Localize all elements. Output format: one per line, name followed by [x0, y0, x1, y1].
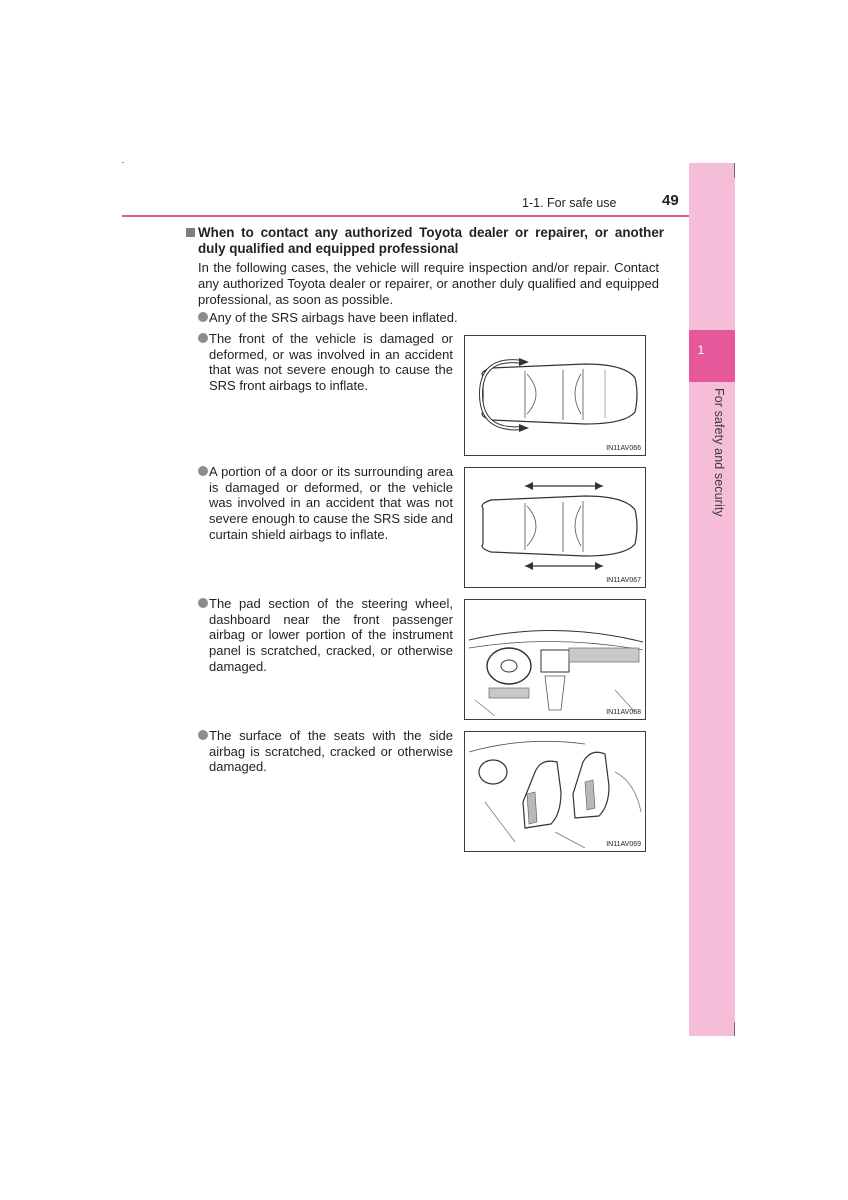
list-item-text: A portion of a door or its surrounding area is damaged or deformed, or the vehicle was involved in an accident that was not severe enough to cause the SRS side and curtain shield airbags to inflate.: [209, 464, 453, 542]
crop-dot: [122, 162, 124, 163]
seats-illustration: [465, 732, 647, 853]
chapter-title: For safety and security: [712, 388, 726, 517]
circle-bullet-icon: [198, 466, 208, 476]
car-top-view-front-illustration: [465, 336, 647, 457]
figure-caption: IN11AV066: [606, 445, 641, 452]
list-item: [198, 331, 453, 394]
seat-damage-figure: [464, 731, 646, 852]
list-item-text: The surface of the seats with the side airbag is scratched, cracked or otherwise damaged.: [209, 728, 453, 775]
circle-bullet-icon: [198, 598, 208, 608]
list-item: [198, 728, 453, 775]
car-top-view-side-illustration: [465, 468, 647, 589]
dashboard-illustration: [465, 600, 647, 721]
list-item: [198, 596, 453, 675]
crop-mark-bottom: [734, 1022, 735, 1036]
circle-bullet-icon: [198, 333, 208, 343]
section-heading: [186, 225, 664, 257]
crop-mark-top: [734, 163, 735, 178]
figure-caption: IN11AV069: [606, 841, 641, 848]
figure-caption: IN11AV067: [606, 577, 641, 584]
circle-bullet-icon: [198, 312, 208, 322]
figure-caption: IN11AV068: [606, 709, 641, 716]
dashboard-damage-figure: [464, 599, 646, 720]
circle-bullet-icon: [198, 730, 208, 740]
side-damage-figure: [464, 467, 646, 588]
chapter-number: 1: [697, 343, 705, 357]
page-number: 49: [662, 192, 679, 209]
list-item-text: Any of the SRS airbags have been inflated.: [209, 310, 458, 325]
side-tab-strip: [689, 163, 735, 1036]
front-damage-figure: [464, 335, 646, 456]
intro-paragraph: In the following cases, the vehicle will require inspection and/or repair. Contact any authorized Toyota dealer or repairer, or another duly qualified and equipped professional, as soon as possible.: [198, 260, 659, 307]
heading-text: When to contact any authorized Toyota dealer or repairer, or another duly qualified and equipped professional: [198, 225, 664, 256]
list-item-text: The pad section of the steering wheel, dashboard near the front passenger airbag or lower portion of the instrument panel is scratched, cracked, or otherwise damaged.: [209, 596, 453, 674]
list-item: [198, 310, 498, 326]
section-label: 1-1. For safe use: [522, 196, 617, 210]
list-item-text: The front of the vehicle is damaged or deformed, or was involved in an accident that was not severe enough to cause the SRS front airbags to inflate.: [209, 331, 453, 394]
list-item: [198, 464, 453, 543]
header-rule: [122, 215, 689, 217]
square-bullet-icon: [186, 228, 195, 237]
